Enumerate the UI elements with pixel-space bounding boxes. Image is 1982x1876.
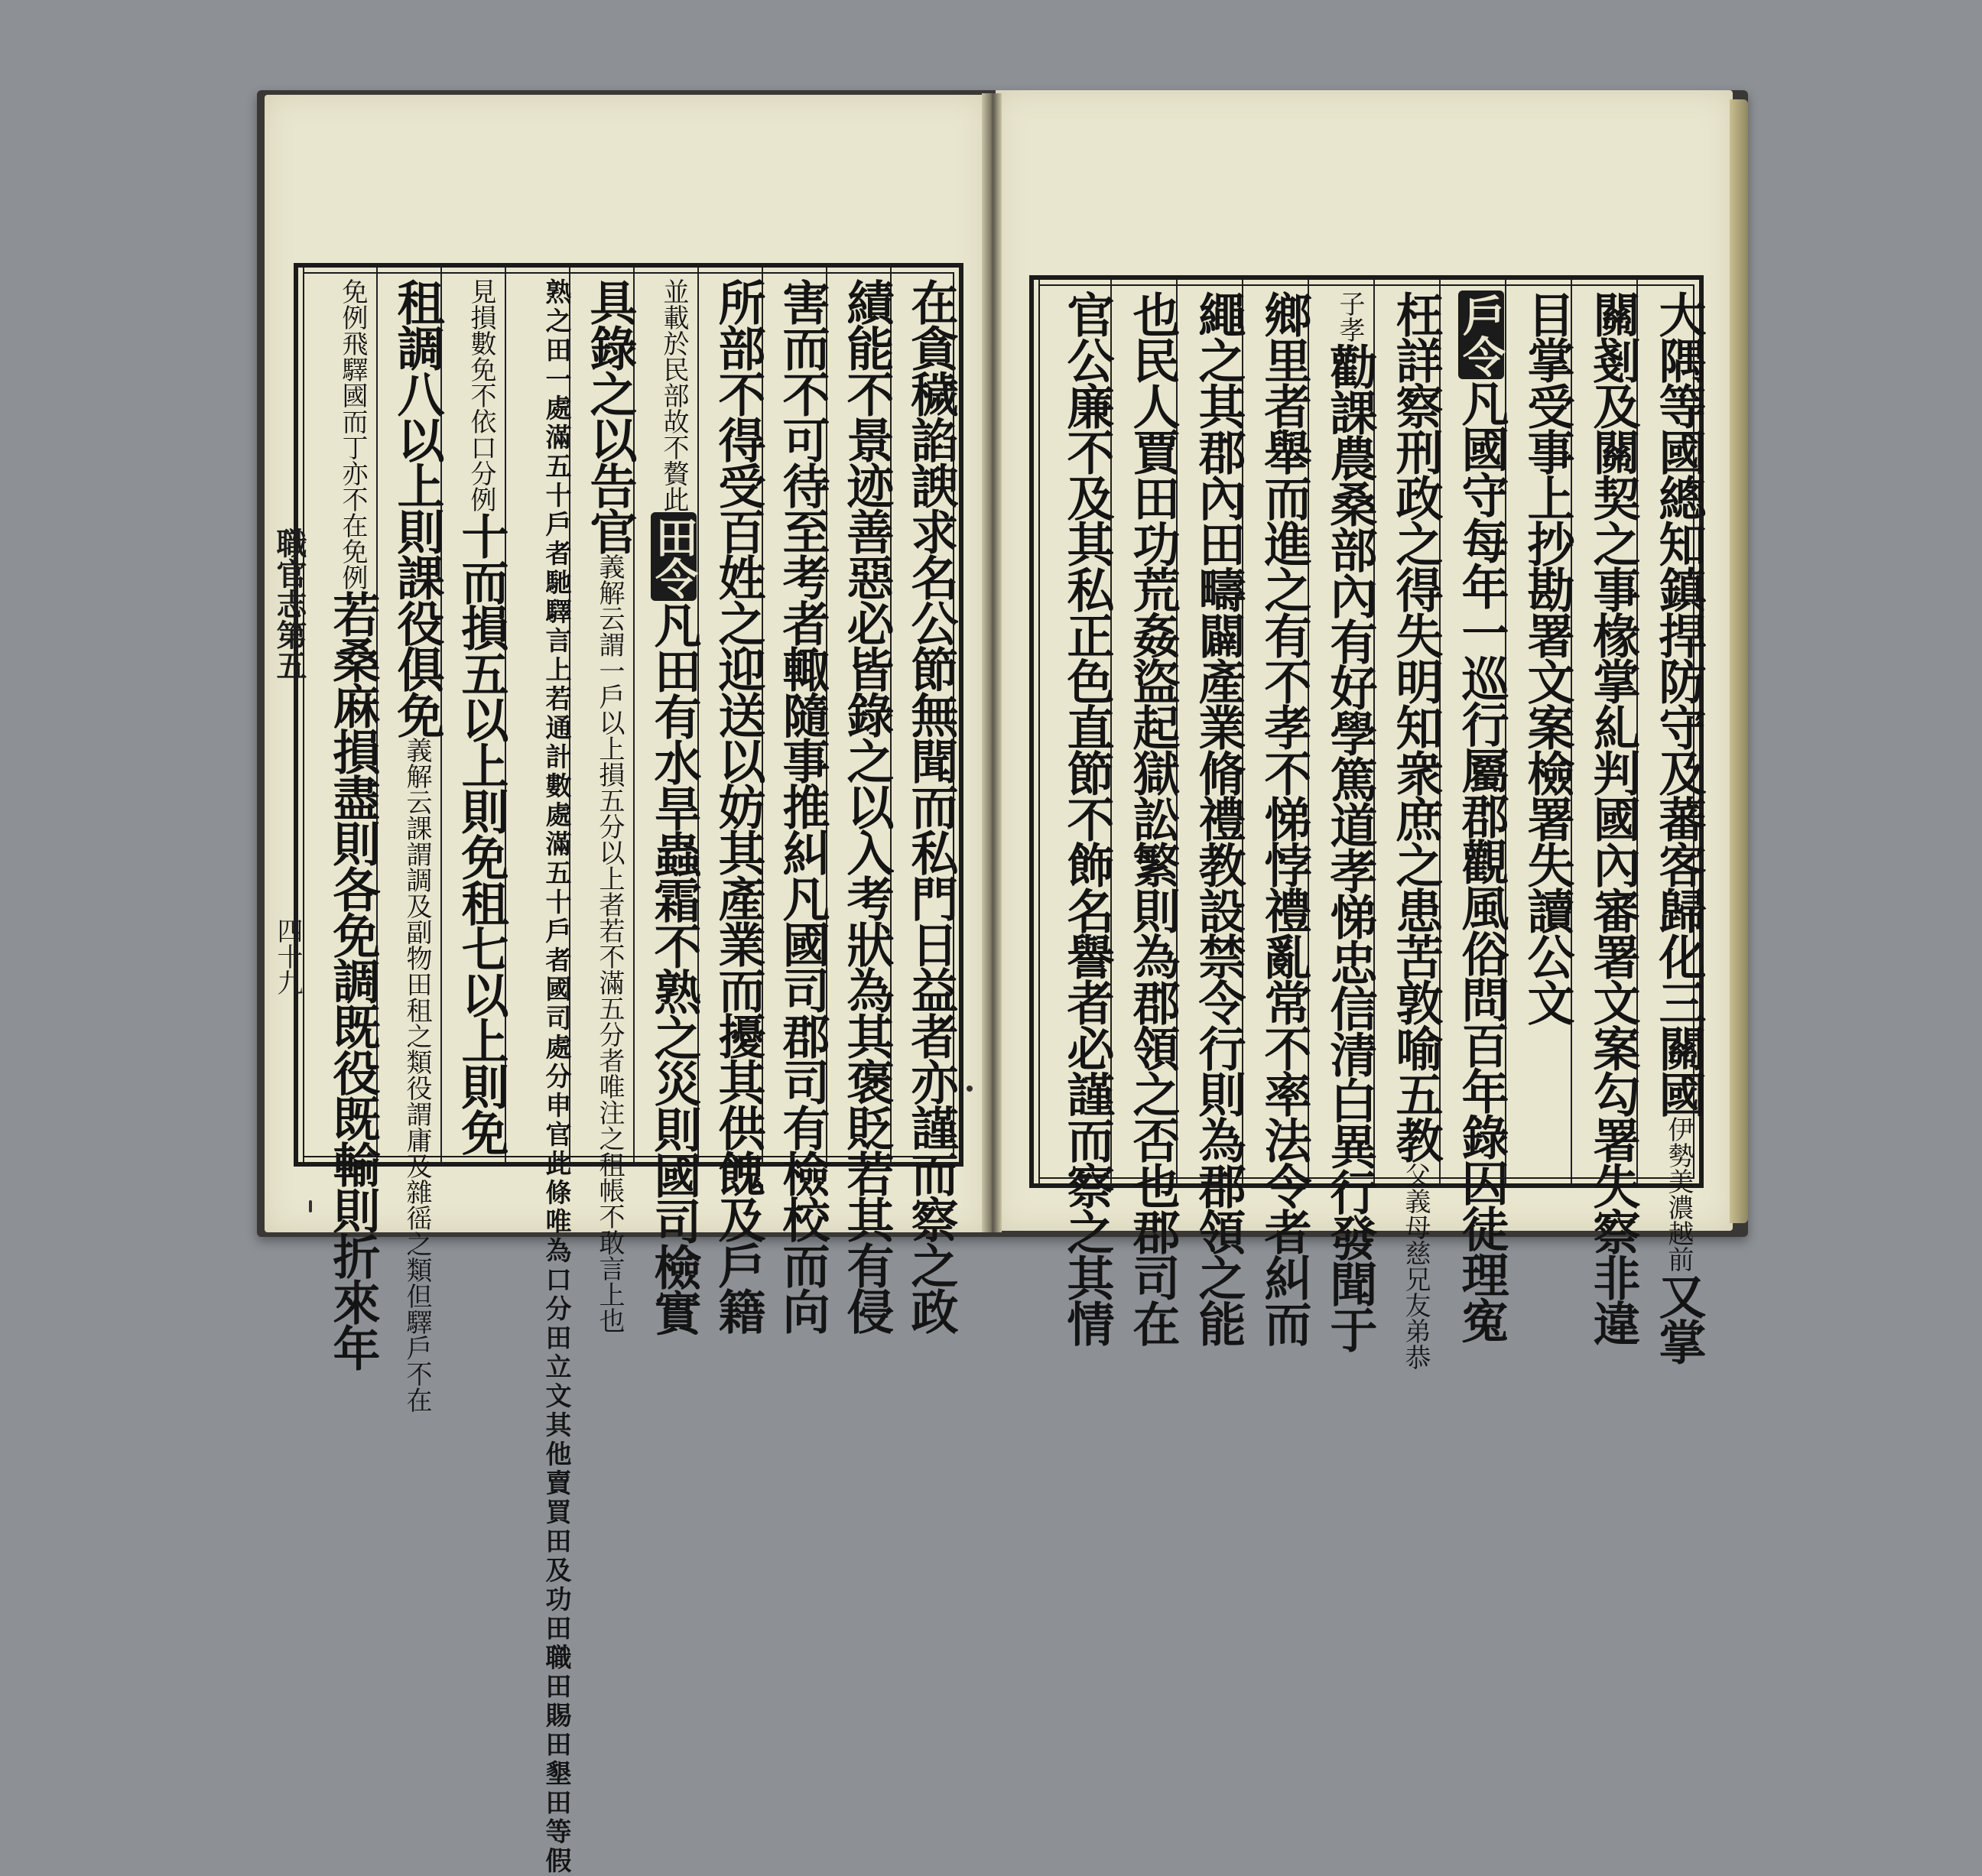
text-column: 租調八以上則課役俱免義解云課謂調及副物田租之類役謂庸及雜徭之類但驛戶不在	[376, 268, 440, 1162]
ink-speck	[309, 1200, 312, 1212]
book-gutter	[982, 93, 1002, 1232]
text-column: 見損數免不依口分例十而損五以上則免租七以上則免	[440, 268, 505, 1162]
text-column: 鄉里者舉而進之有不孝不悌悖禮亂常不率法令者糾而	[1242, 280, 1308, 1183]
text-column: 戶令凡國守每年一巡行屬郡觀風俗問百年錄囚徒理寃	[1439, 280, 1505, 1183]
right-text-frame	[1029, 275, 1707, 1370]
section-heading-denryo: 田令	[651, 512, 697, 601]
text-column: 績能不景迹善惡必皆錄之以入考狀為其褒貶若其有侵	[826, 268, 890, 1162]
text-column: 大隅等國總知鎮捍防守及蕃客歸化三關國伊勢美濃越前又掌	[1636, 280, 1702, 1183]
text-column: 目掌受事上抄勘署文案檢署失讀公文	[1505, 280, 1571, 1183]
text-column: 免例飛驛國而丁亦不在免例若桑麻損盡則各免調既役既輸則折來年	[303, 268, 376, 1162]
annotation-column: 熟之田一處滿五十戶者馳驛言上若通計數處滿五十戶者國司處分申官此條唯為口分田立文其他賣買田及功田職田賜田墾田等假	[505, 268, 569, 1162]
text-column: 關剗及關契之事椽掌糺判國內審署文案勾署失察非違	[1571, 280, 1636, 1183]
section-heading-koryo: 戶令	[1458, 290, 1504, 379]
folio-number: 四十九	[272, 917, 303, 995]
ink-speck	[967, 1086, 973, 1092]
margin-title: 職官志第五	[271, 527, 307, 680]
text-column: 子孝勸課農桑部內有好學篤道孝悌忠信清白異行發聞于	[1308, 280, 1373, 1183]
text-column: 所部不得受百姓之迎送以妨其產業而擾其供餽及戶籍	[697, 268, 762, 1162]
text-column: 也民人賈田功荒姦盜起獄訟繁則為郡領之否也郡司在	[1110, 280, 1176, 1183]
text-column: 害而不可待至考者輙隨事推糾凡國司郡司有檢校而向	[762, 268, 826, 1162]
page-edge	[1730, 99, 1748, 1223]
text-column: 具錄之以告官義解云謂一戶以上損五分以上者若不滿五分者唯注之租帳不敢言上也	[569, 268, 633, 1162]
text-column: 在貪穢諂諛求名公節無聞而私門日益者亦謹而察之政	[890, 268, 954, 1162]
text-column: 官公廉不及其私正色直節不飾名譽者必謹而察之其情	[1038, 280, 1110, 1183]
left-text-frame	[294, 263, 963, 1876]
text-column: 繩之其郡內田疇闢產業脩禮教設禁令行則為郡領之能	[1176, 280, 1242, 1183]
text-column: 枉詳察刑政之得失明知衆庶之患苦敦喻五教父義母慈兄友弟恭	[1373, 280, 1439, 1183]
text-column: 並載於民部故不贅此田令凡田有水旱蟲霜不熟之災則國司檢實	[633, 268, 697, 1162]
